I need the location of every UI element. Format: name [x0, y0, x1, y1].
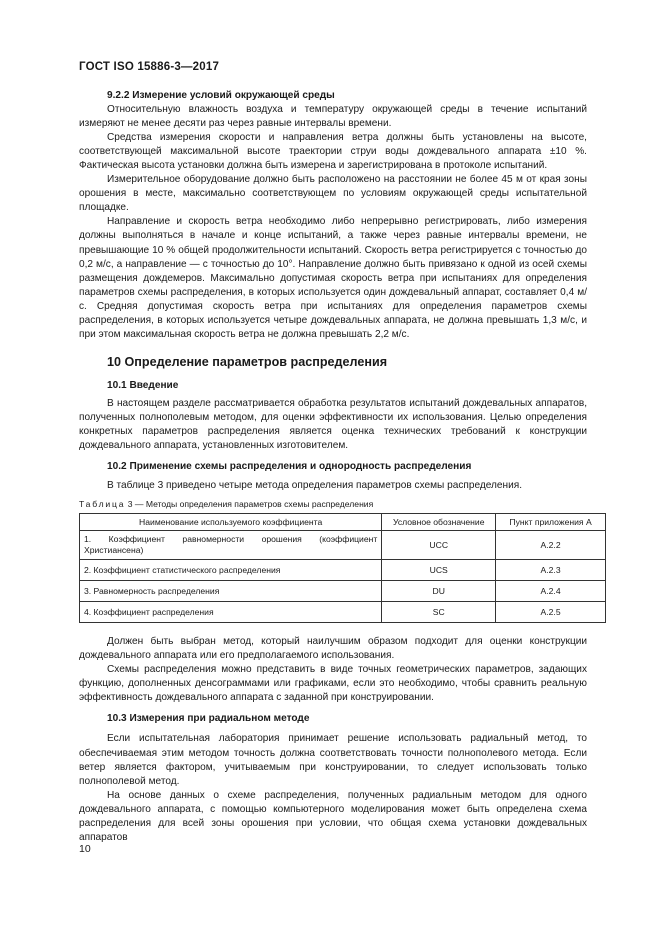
symbol-cell: SC — [382, 602, 496, 623]
column-header: Наименование используемого коэффициента — [80, 514, 382, 531]
paragraph: В таблице 3 приведено четыре метода определения параметров схемы распределения. — [107, 480, 523, 492]
column-header: Условное обозначение — [382, 514, 496, 531]
paragraph: На основе данных о схеме распределения, полученных радиальным методом для одного дождевального аппарата, с помощью компьютерного моделирования может быть определена схема распределения для всей зоны орошения при условии, что общая схема установки дождевальных аппаратов — [79, 789, 587, 843]
coefficient-name-cell: 4. Коэффициент распределения — [80, 602, 382, 623]
paragraph: В настоящем разделе рассматривается обработка результатов испытаний дождевальных аппаратов, полученных полнополевым методом, для оценки эффективности их использования. Целью определения конкретных параметров распределения является оценка технических требований к конструкции дождевального аппарата, установленных изготовителем. — [79, 397, 587, 452]
annex-ref-cell: А.2.4 — [496, 581, 606, 602]
paragraph: Измерительное оборудование должно быть расположено на расстоянии не более 45 м от края зоны орошения в месте, максимально соответствующем по условиям окружающей среды испытательной площадке. — [79, 174, 587, 214]
section-heading-10: 10 Определение параметров распределения — [107, 354, 388, 369]
section-heading-10-1: 10.1 Введение — [107, 379, 179, 391]
annex-ref-cell: А.2.2 — [496, 531, 606, 560]
table-row — [80, 602, 606, 623]
symbol-cell: UCS — [382, 560, 496, 581]
paragraph: Схемы распределения можно представить в виде точных геометрических параметров, задающих функцию, дополненных денсограммами или графиками, если это необходимо, чтобы сравнить реальную эффективность дождевального аппарата с заданной при конструировании. — [79, 664, 587, 704]
page-body — [79, 89, 592, 845]
annex-ref-cell: А.2.5 — [496, 602, 606, 623]
paragraph: Средства измерения скорости и направления ветра должны быть установлены на высоте, соответствующей максимальной высоте траектории струи воды дождевального аппарата ±10 %. Фактическая высота установки должна быть измерена и зарегистрирована в протоколе испытаний. — [79, 132, 587, 172]
paragraph: Направление и скорость ветра необходимо либо непрерывно регистрировать, либо измерения должны выполняться в начале и конце испытаний, а также через равные интервалы времени, не превышающие 10 % общей продолжительности испытаний. Скорость ветра регистрируется с точностью до 0,2 м/с, а направление — с точностью до 10°. Направление должно быть привязано к одной из осей схемы размещения дождемеров. Максимально допустимая скорость ветра при испытаниях для определения параметров схемы распределения, в которых используется один дождевальный аппарат, составляет 0,4 м/с. Средняя допустимая скорость ветра при испытаниях для определения параметров схемы распределения, в которых используется четыре дождевальных аппарата, не должна превышать 1,3 м/с, и при этом максимальная скорость ветра не должна превышать 2,2 м/с. — [79, 216, 587, 340]
symbol-cell: UCC — [382, 531, 496, 560]
table-row — [80, 560, 606, 581]
column-header: Пункт приложения А — [496, 514, 606, 531]
paragraph: Должен быть выбран метод, который наилучшим образом подходит для оценки конструкции дождевального аппарата или его предполагаемого использования. — [79, 636, 587, 662]
coefficient-name-cell: 1. Коэффициент равномерности орошения (коэффициент Христиансена) — [80, 531, 382, 560]
paragraph: Если испытательная лаборатория принимает решение использовать радиальный метод, то обеспечиваемая этим методом точность должна соответствовать точности полнополевого метода. Если ветер является фактором, учитываемым при конструировании, то следует использовать только полнополевой метод. — [79, 733, 587, 787]
section-heading-10-2: 10.2 Применение схемы распределения и однородность распределения — [107, 461, 472, 473]
section-heading-10-3: 10.3 Измерения при радиальном методе — [107, 713, 310, 725]
table-row — [80, 531, 606, 560]
standard-header: ГОСТ ISO 15886-3—2017 — [79, 61, 220, 73]
table-header-row — [80, 514, 606, 531]
coefficient-name-cell: 3. Равномерность распределения — [80, 581, 382, 602]
annex-ref-cell: А.2.3 — [496, 560, 606, 581]
section-heading-9-2-2: 9.2.2 Измерение условий окружающей среды — [107, 90, 335, 101]
page-number: 10 — [79, 843, 91, 855]
table-caption — [79, 498, 587, 510]
table-caption-number: 3 — [127, 499, 133, 510]
methods-table — [79, 513, 606, 623]
symbol-cell: DU — [382, 581, 496, 602]
coefficient-name-cell: 2. Коэффициент статистического распределения — [80, 560, 382, 581]
table-caption-label: Таблица — [79, 499, 126, 510]
table-row — [80, 581, 606, 602]
table-caption-text: — Методы определения параметров схемы распределения — [134, 499, 374, 510]
paragraph: Относительную влажность воздуха и температуру окружающей среды в течение испытаний измеряют не менее десяти раз через равные интервалы времени. — [79, 104, 587, 130]
